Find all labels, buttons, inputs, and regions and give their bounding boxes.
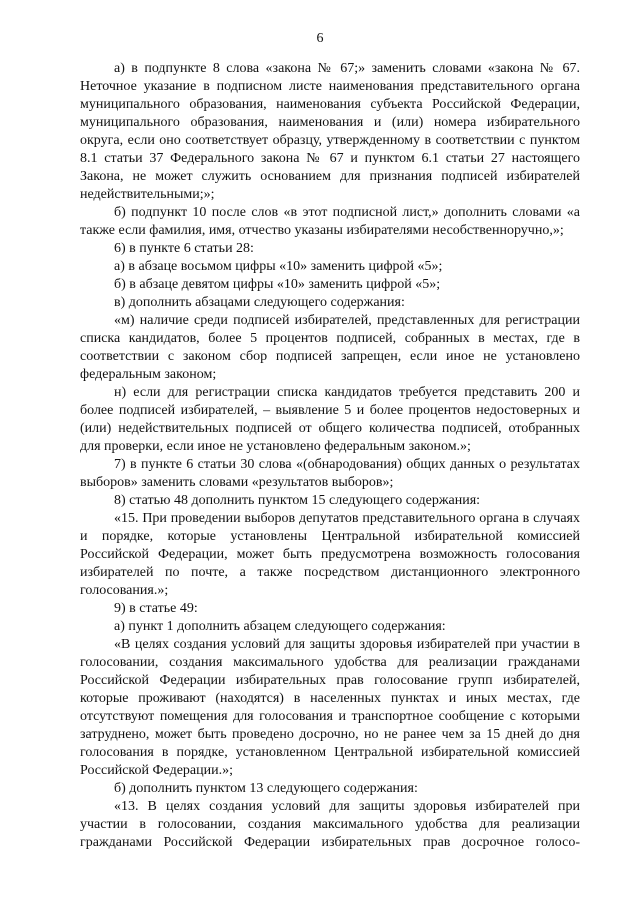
document-body xyxy=(80,60,580,852)
paragraph-item-8: 8) статью 48 дополнить пунктом 15 следующего содержания: xyxy=(114,493,481,508)
paragraph-item-6-a: а) в абзаце восьмом цифры «10» заменить цифрой «5»; xyxy=(114,259,443,274)
paragraph-subitem-m: «м) наличие среди подписей избирателей, представленных для регистрации списка кандидатов, более 5 процентов подписей, собранных в местах, где в соответствии с законом сбор подписей запрещен, если иное не установлено федеральным законом; xyxy=(80,313,580,382)
paragraph-item-9: 9) в статье 49: xyxy=(114,601,198,616)
paragraph-point-13: «13. В целях создания условий для защиты здоровья избирателей при участии в голосовании, создания максимального удобства для реализации гражданами Российской Федерации избирательных прав досрочное голосо- xyxy=(80,799,580,850)
paragraph-subitem-b-point-10: б) подпункт 10 после слов «в этот подписной лист,» дополнить словами «а также если фамилия, имя, отчество указаны избирателями несобственноручно,»; xyxy=(80,205,580,238)
paragraph-subitem-a-point-8: а) в подпункте 8 слова «закона № 67;» заменить словами «закона № 67. Неточное указание в подписном листе наименования представительного органа муниципального образования, наименования субъекта Российской Федерации, муниципального образования, наименования и (или) номера избирательного округа, если оно соответствует образцу, утвержденному в соответствии с пунктом 8.1 статьи 37 Федерального закона № 67 и пунктом 6.1 статьи 27 настоящего Закона, не может служить основанием для признания подписей избирателей недействительными;»; xyxy=(80,61,580,202)
paragraph-item-7: 7) в пункте 6 статьи 30 слова «(обнародования) общих данных о результатах выборов» заменить словами «результатов выборов»; xyxy=(80,457,580,490)
paragraph-early-voting: «В целях создания условий для защиты здоровья избирателей при участии в голосовании, создания максимального удобства для реализации гражданами Российской Федерации избирательных прав голосование групп избирателей, которые проживают (находятся) в населенных пунктах и иных местах, где отсутствуют помещения для голосования и транспортное сообщение с которыми затруднено, может быть проведено досрочно, но не ранее чем за 15 дней до дня голосования в порядке, установленном Центральной избирательной комиссией Российской Федерации.»; xyxy=(80,637,580,778)
paragraph-item-9-b: б) дополнить пунктом 13 следующего содержания: xyxy=(114,781,418,796)
paragraph-subitem-n: н) если для регистрации списка кандидатов требуется представить 200 и более подписей избирателей, – выявление 5 и более процентов недостоверных и (или) недействительных подписей от общего количества подписей, отобранных для проверки, если иное не установлено федеральным законом.»; xyxy=(80,385,580,454)
paragraph-item-6-c: в) дополнить абзацами следующего содержания: xyxy=(114,295,405,310)
paragraph-item-9-a: а) пункт 1 дополнить абзацем следующего содержания: xyxy=(114,619,446,634)
page-number: 6 xyxy=(316,31,324,46)
paragraph-item-6: 6) в пункте 6 статьи 28: xyxy=(114,241,254,256)
paragraph-point-15: «15. При проведении выборов депутатов представительного органа в случаях и порядке, которые установлены Центральной избирательной комиссией Российской Федерации, может быть предусмотрена возможность голосования избирателей по почте, а также посредством дистанционного электронного голосования.»; xyxy=(80,511,580,598)
paragraph-item-6-b: б) в абзаце девятом цифры «10» заменить цифрой «5»; xyxy=(114,277,441,292)
